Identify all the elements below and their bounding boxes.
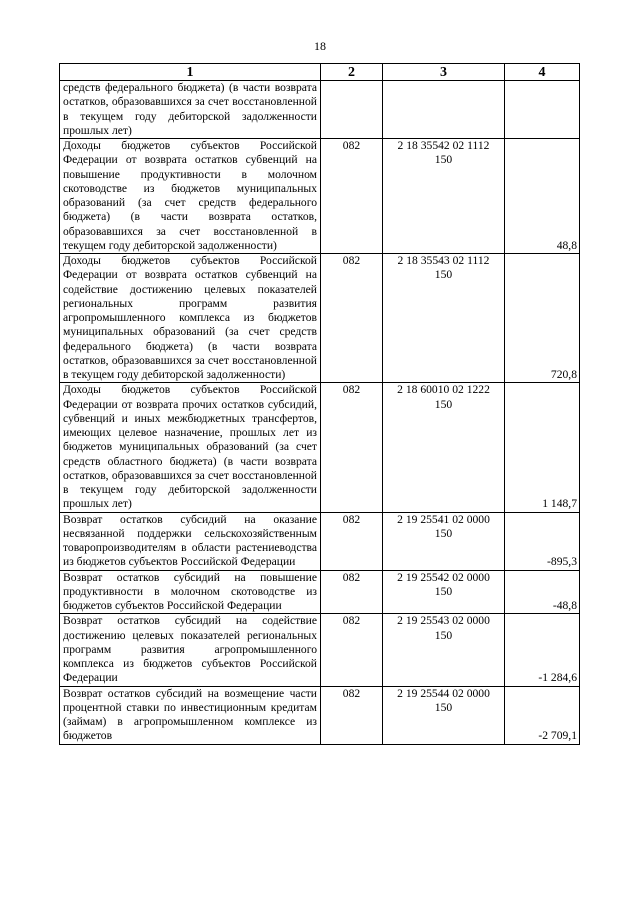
budget-code-suffix: 150 [434, 584, 453, 598]
table-row [60, 81, 580, 139]
row-description: Доходы бюджетов субъектов Российской Федерации от возврата остатков субвенций на содействие достижению целевых показателей региональных программ развития агропромышленного комплекса из бюджетов муниципальных образований (за счет средств федерального бюджета) (в части возврата остатков, образовавшихся за счет восстановленной в текущем году дебиторской задолженности) [60, 254, 321, 383]
page-number: 18 [314, 39, 326, 53]
budget-code-suffix: 150 [434, 526, 453, 540]
row-description: Доходы бюджетов субъектов Российской Федерации от возврата остатков субвенций на повышение продуктивности в молочном скотоводстве из бюджетов муниципальных образований (за счет средств федерального бюджета) (в части возврата остатков, образовавшихся за счет восстановленной в текущем году дебиторской задолженности) [60, 139, 321, 254]
row-budget-code [383, 383, 505, 512]
row-admin-code: 082 [321, 686, 383, 744]
column-header-2: 2 [321, 64, 383, 81]
column-header-3: 3 [383, 64, 505, 81]
row-description: Возврат остатков субсидий на оказание несвязанной поддержки сельскохозяйственным товаропроизводителям в области растениеводства из бюджетов субъектов Российской Федерации [60, 512, 321, 570]
budget-code-suffix: 150 [434, 628, 453, 642]
row-budget-code [383, 139, 505, 254]
budget-code-suffix: 150 [434, 153, 453, 167]
row-budget-code [383, 512, 505, 570]
row-description: Возврат остатков субсидий на повышение продуктивности в молочном скотоводстве из бюджетов субъектов Российской Федерации [60, 570, 321, 614]
budget-code-main: 2 19 25542 02 0000 [397, 570, 490, 584]
budget-revenue-table [59, 63, 580, 745]
row-amount: 720,8 [505, 254, 580, 383]
budget-code-suffix: 150 [434, 397, 453, 411]
row-amount: -48,8 [505, 570, 580, 614]
row-description: Возврат остатков субсидий на содействие достижению целевых показателей региональных программ развития агропромышленного комплекса из бюджетов субъектов Российской Федерации [60, 614, 321, 686]
table-header-row [60, 64, 580, 81]
row-admin-code: 082 [321, 139, 383, 254]
row-amount: -895,3 [505, 512, 580, 570]
budget-code-main: 2 18 60010 02 1222 [397, 383, 490, 397]
budget-code-main: 2 19 25543 02 0000 [397, 614, 490, 628]
budget-code-suffix: 150 [434, 700, 453, 714]
table-row [60, 614, 580, 686]
table-row [60, 139, 580, 254]
table-row [60, 383, 580, 512]
column-header-1: 1 [60, 64, 321, 81]
row-admin-code: 082 [321, 383, 383, 512]
row-admin-code: 082 [321, 570, 383, 614]
row-budget-code [383, 254, 505, 383]
row-budget-code [383, 614, 505, 686]
row-admin-code [321, 81, 383, 139]
table-row [60, 512, 580, 570]
budget-code-main: 2 18 35542 02 1112 [397, 139, 490, 152]
row-description: средств федерального бюджета) (в части возврата остатков, образовавшихся за счет восстановленной в текущем году дебиторской задолженности прошлых лет) [60, 81, 321, 139]
row-amount: -1 284,6 [505, 614, 580, 686]
budget-code-suffix: 150 [434, 268, 453, 282]
row-budget-code [383, 81, 505, 139]
row-amount [505, 81, 580, 139]
row-amount: 48,8 [505, 139, 580, 254]
row-budget-code [383, 570, 505, 614]
row-admin-code: 082 [321, 512, 383, 570]
row-description: Доходы бюджетов субъектов Российской Федерации от возврата прочих остатков субсидий, субвенций и иных межбюджетных трансфертов, имеющих целевое назначение, прошлых лет из бюджетов муниципальных образований (за счет средств областного бюджета) (в части возврата остатков, образовавшихся за счет восстановленной в текущем году дебиторской задолженности прошлых лет) [60, 383, 321, 512]
row-amount: -2 709,1 [505, 686, 580, 744]
column-header-4: 4 [505, 64, 580, 81]
row-budget-code [383, 686, 505, 744]
table-row [60, 686, 580, 744]
budget-code-main: 2 19 25544 02 0000 [397, 686, 490, 700]
row-admin-code: 082 [321, 254, 383, 383]
budget-code-main: 2 19 25541 02 0000 [397, 512, 490, 526]
row-amount: 1 148,7 [505, 383, 580, 512]
budget-code-main: 2 18 35543 02 1112 [397, 254, 490, 267]
table-row [60, 254, 580, 383]
row-admin-code: 082 [321, 614, 383, 686]
row-description: Возврат остатков субсидий на возмещение части процентной ставки по инвестиционным кредитам (займам) в агропромышленном комплексе из бюджетов [60, 686, 321, 744]
table-row [60, 570, 580, 614]
